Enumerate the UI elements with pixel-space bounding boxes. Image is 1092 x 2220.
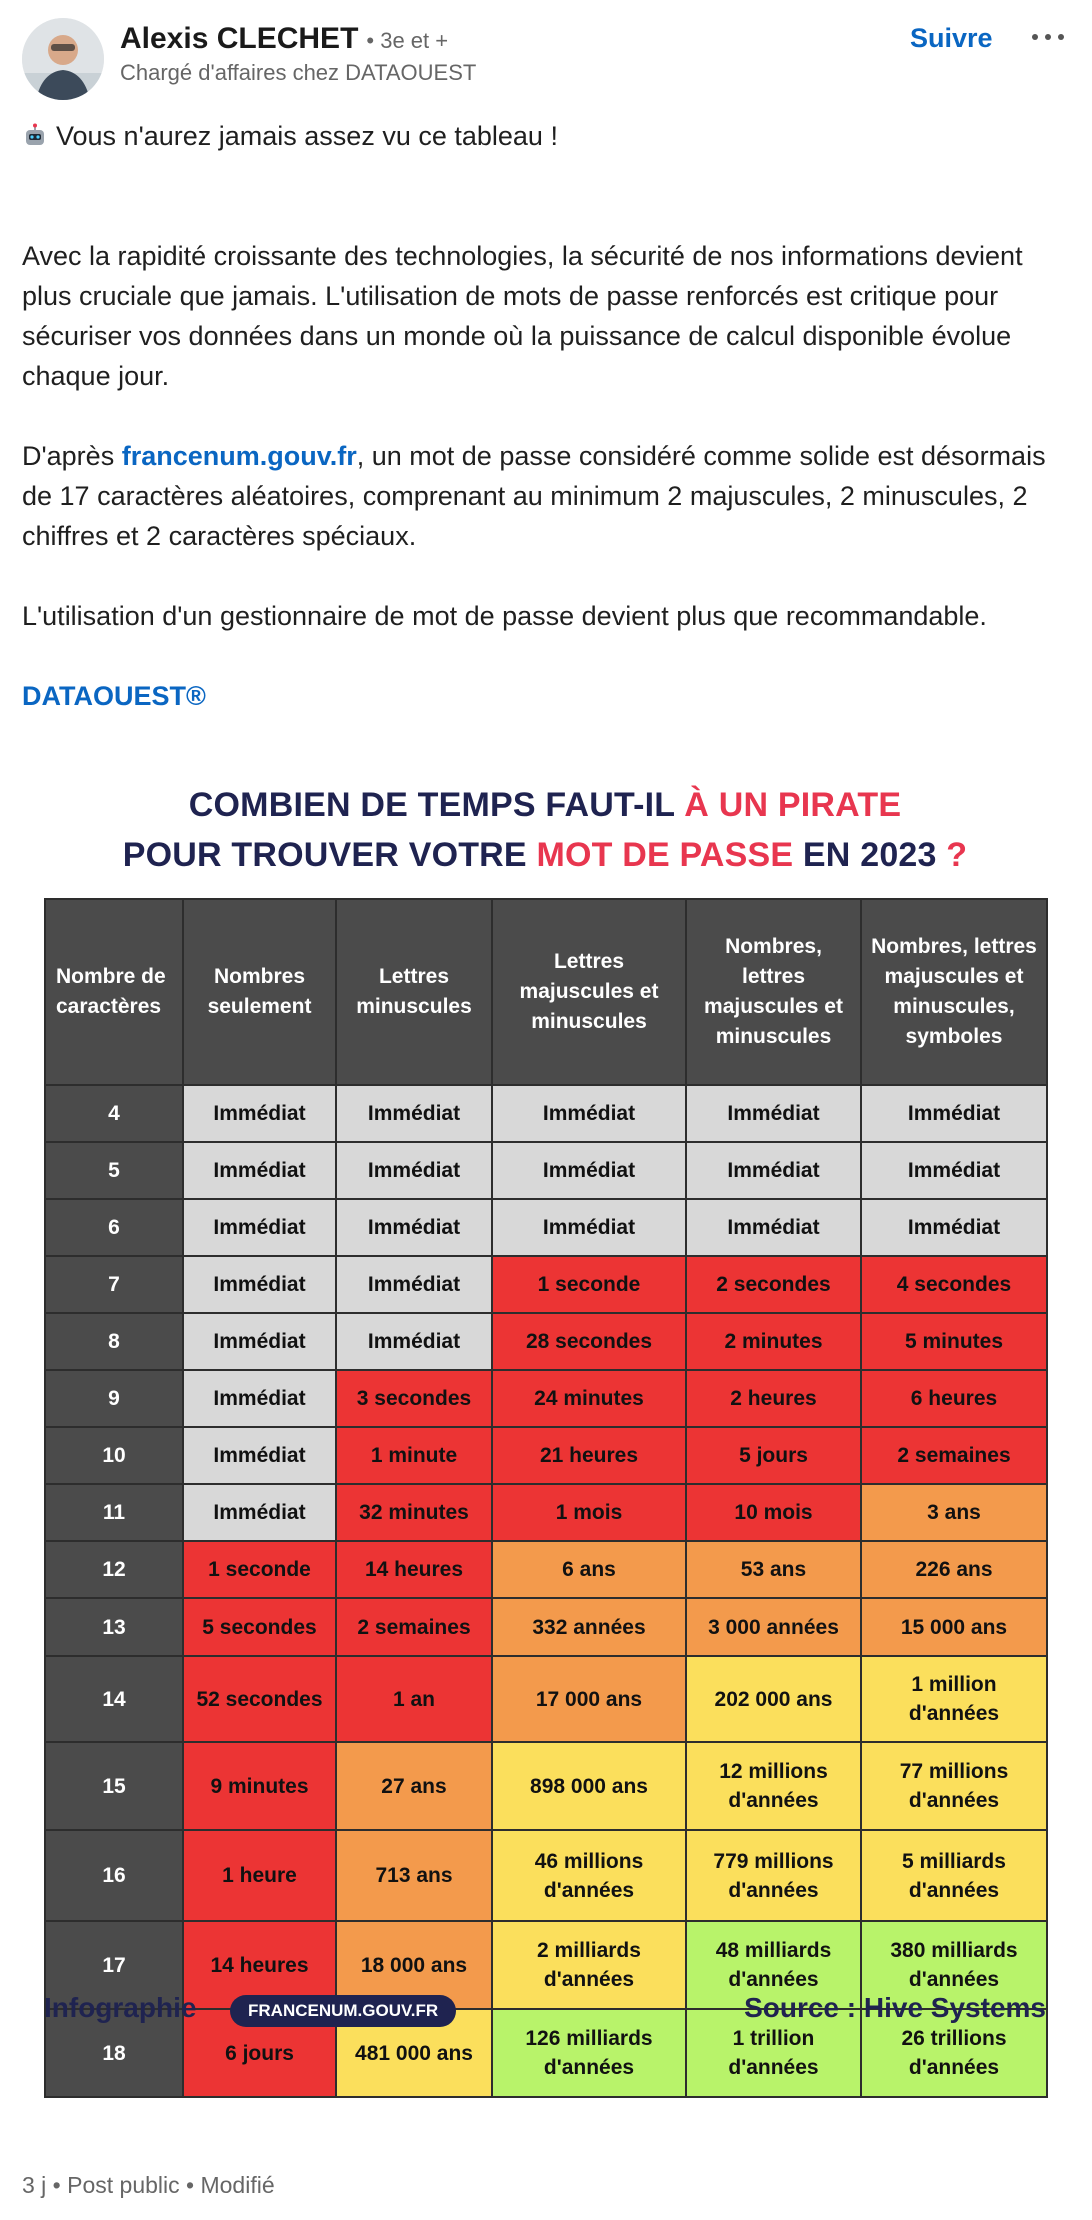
post-paragraph-2: D'après francenum.gouv.fr, un mot de passe considéré comme solide est désormais de 17 caractères aléatoires, comprenant au minimum 2 majuscules, 2 minuscules, 2 chiffres et 2 caractères spéciaux. xyxy=(22,441,1046,551)
table-cell: 27 ans xyxy=(336,1742,492,1830)
table-row xyxy=(45,1830,1047,1921)
row-header-length: 15 xyxy=(45,1742,183,1830)
table-cell: 28 secondes xyxy=(492,1313,686,1370)
table-cell: Immédiat xyxy=(183,1427,336,1484)
post-meta: 3 j • Post public • Modifié xyxy=(22,2172,275,2198)
table-cell: Immédiat xyxy=(336,1199,492,1256)
table-cell: 5 jours xyxy=(686,1427,861,1484)
connection-degree: • 3e et + xyxy=(366,28,449,53)
company-mention-link[interactable]: DATAOUEST® xyxy=(22,681,206,711)
table-cell: 6 ans xyxy=(492,1541,686,1598)
password-infographic[interactable] xyxy=(44,780,1046,2079)
post-body xyxy=(22,116,1072,716)
table-cell: 3 secondes xyxy=(336,1370,492,1427)
table-cell: 4 secondes xyxy=(861,1256,1047,1313)
table-cell: 3 ans xyxy=(861,1484,1047,1541)
table-row xyxy=(45,1370,1047,1427)
table-cell: 2 semaines xyxy=(336,1598,492,1656)
table-cell: 14 heures xyxy=(183,1921,336,2009)
table-cell: 898 000 ans xyxy=(492,1742,686,1830)
francenum-link[interactable]: francenum.gouv.fr xyxy=(121,441,357,471)
row-header-length: 4 xyxy=(45,1085,183,1142)
avatar[interactable] xyxy=(22,18,104,100)
table-cell: 3 000 années xyxy=(686,1598,861,1656)
table-cell: 46 millions d'années xyxy=(492,1830,686,1921)
follow-button[interactable]: Suivre xyxy=(910,23,993,53)
column-header: Nombres, lettres majuscules et minuscules xyxy=(686,899,861,1085)
table-row xyxy=(45,1199,1047,1256)
table-cell: Immédiat xyxy=(686,1142,861,1199)
row-header-length: 9 xyxy=(45,1370,183,1427)
post-paragraph-3: L'utilisation d'un gestionnaire de mot de passe devient plus que recommandable. xyxy=(22,601,987,631)
table-cell: 1 million d'années xyxy=(861,1656,1047,1742)
post-paragraph-1: Avec la rapidité croissante des technologies, la sécurité de nos informations devient plus cruciale que jamais. L'utilisation de mots de passe renforcés est critique pour sécuriser vos données dans un monde où la puissance de calcul disponible évolue chaque jour. xyxy=(22,241,1023,391)
table-cell: Immédiat xyxy=(861,1199,1047,1256)
table-cell: Immédiat xyxy=(336,1142,492,1199)
column-header: Lettres minuscules xyxy=(336,899,492,1085)
table-cell: 1 minute xyxy=(336,1427,492,1484)
row-header-length: 11 xyxy=(45,1484,183,1541)
post-header xyxy=(22,18,1072,100)
table-cell: 52 secondes xyxy=(183,1656,336,1742)
table-cell: 1 heure xyxy=(183,1830,336,1921)
column-header: Nombres, lettres majuscules et minuscules, symboles xyxy=(861,899,1047,1085)
table-cell: Immédiat xyxy=(183,1484,336,1541)
francenum-badge: FRANCENUM.GOUV.FR xyxy=(230,1995,456,2027)
table-row xyxy=(45,1313,1047,1370)
table-cell: 18 000 ans xyxy=(336,1921,492,2009)
table-cell: 14 heures xyxy=(336,1541,492,1598)
row-header-length: 17 xyxy=(45,1921,183,2009)
password-crack-time-table xyxy=(44,898,1048,2098)
table-cell: Immédiat xyxy=(492,1142,686,1199)
table-cell: Immédiat xyxy=(336,1085,492,1142)
table-cell: 15 000 ans xyxy=(861,1598,1047,1656)
avatar-photo xyxy=(22,18,104,100)
table-cell: 126 milliards d'années xyxy=(492,2009,686,2097)
column-header: Nombres seulement xyxy=(183,899,336,1085)
table-cell: 10 mois xyxy=(686,1484,861,1541)
post-intro-line xyxy=(22,116,1072,156)
row-header-length: 12 xyxy=(45,1541,183,1598)
table-cell: Immédiat xyxy=(183,1085,336,1142)
infographic-label: Infographie xyxy=(44,1992,197,2023)
table-row xyxy=(45,1256,1047,1313)
table-cell: 26 trillions d'années xyxy=(861,2009,1047,2097)
table-row xyxy=(45,1085,1047,1142)
table-cell: 2 milliards d'années xyxy=(492,1921,686,2009)
column-header: Lettres majuscules et minuscules xyxy=(492,899,686,1085)
table-row xyxy=(45,1656,1047,1742)
table-cell: Immédiat xyxy=(336,1256,492,1313)
table-cell: 32 minutes xyxy=(336,1484,492,1541)
row-header-length: 6 xyxy=(45,1199,183,1256)
table-cell: 9 minutes xyxy=(183,1742,336,1830)
table-cell: Immédiat xyxy=(686,1199,861,1256)
table-cell: 17 000 ans xyxy=(492,1656,686,1742)
table-cell: 226 ans xyxy=(861,1541,1047,1598)
table-cell: Immédiat xyxy=(861,1085,1047,1142)
more-options-icon[interactable] xyxy=(1024,22,1072,50)
table-cell: Immédiat xyxy=(336,1313,492,1370)
row-header-length: 16 xyxy=(45,1830,183,1921)
table-cell: 332 années xyxy=(492,1598,686,1656)
post-intro-text: Vous n'aurez jamais assez vu ce tableau ! xyxy=(56,121,558,151)
author-name[interactable]: Alexis CLECHET • 3e et + xyxy=(120,22,449,55)
table-cell: 1 an xyxy=(336,1656,492,1742)
table-cell: Immédiat xyxy=(686,1085,861,1142)
table-row xyxy=(45,1142,1047,1199)
table-cell: 2 secondes xyxy=(686,1256,861,1313)
table-cell: 6 jours xyxy=(183,2009,336,2097)
table-cell: 5 milliards d'années xyxy=(861,1830,1047,1921)
table-cell: Immédiat xyxy=(183,1256,336,1313)
table-cell: 481 000 ans xyxy=(336,2009,492,2097)
table-cell: Immédiat xyxy=(492,1199,686,1256)
table-cell: 2 heures xyxy=(686,1370,861,1427)
table-cell: 53 ans xyxy=(686,1541,861,1598)
table-cell: 713 ans xyxy=(336,1830,492,1921)
row-header-length: 18 xyxy=(45,2009,183,2097)
row-header-length: 7 xyxy=(45,1256,183,1313)
table-cell: 24 minutes xyxy=(492,1370,686,1427)
table-cell: 1 seconde xyxy=(492,1256,686,1313)
infographic-footer xyxy=(44,1990,1046,2030)
table-row xyxy=(45,1742,1047,1830)
column-header: Nombre de caractères xyxy=(45,899,183,1085)
table-cell: 2 minutes xyxy=(686,1313,861,1370)
table-cell: Immédiat xyxy=(183,1313,336,1370)
table-cell: 5 minutes xyxy=(861,1313,1047,1370)
table-cell: Immédiat xyxy=(861,1142,1047,1199)
table-cell: 1 trillion d'années xyxy=(686,2009,861,2097)
table-cell: 779 millions d'années xyxy=(686,1830,861,1921)
row-header-length: 14 xyxy=(45,1656,183,1742)
row-header-length: 10 xyxy=(45,1427,183,1484)
table-cell: 2 semaines xyxy=(861,1427,1047,1484)
table-cell: 5 secondes xyxy=(183,1598,336,1656)
table-cell: Immédiat xyxy=(492,1085,686,1142)
row-header-length: 13 xyxy=(45,1598,183,1656)
table-cell: 21 heures xyxy=(492,1427,686,1484)
author-headline: Chargé d'affaires chez DATAOUEST xyxy=(120,60,477,85)
robot-emoji-icon xyxy=(22,123,48,149)
source-credit: Source : Hive Systems xyxy=(744,1992,1046,2023)
infographic-title: COMBIEN DE TEMPS FAUT-IL À UN PIRATE POUR TROUVER VOTRE MOT DE PASSE EN 2023 ? xyxy=(122,786,968,874)
table-row xyxy=(45,1541,1047,1598)
table-cell: 6 heures xyxy=(861,1370,1047,1427)
table-cell: 77 millions d'années xyxy=(861,1742,1047,1830)
table-cell: 1 seconde xyxy=(183,1541,336,1598)
table-cell: Immédiat xyxy=(183,1142,336,1199)
table-row xyxy=(45,1427,1047,1484)
table-row xyxy=(45,1484,1047,1541)
table-cell: 380 milliards d'années xyxy=(861,1921,1047,2009)
table-cell: 48 milliards d'années xyxy=(686,1921,861,2009)
table-cell: Immédiat xyxy=(183,1199,336,1256)
row-header-length: 5 xyxy=(45,1142,183,1199)
table-cell: 202 000 ans xyxy=(686,1656,861,1742)
table-cell: Immédiat xyxy=(183,1370,336,1427)
table-row xyxy=(45,1598,1047,1656)
row-header-length: 8 xyxy=(45,1313,183,1370)
table-cell: 12 millions d'années xyxy=(686,1742,861,1830)
table-cell: 1 mois xyxy=(492,1484,686,1541)
